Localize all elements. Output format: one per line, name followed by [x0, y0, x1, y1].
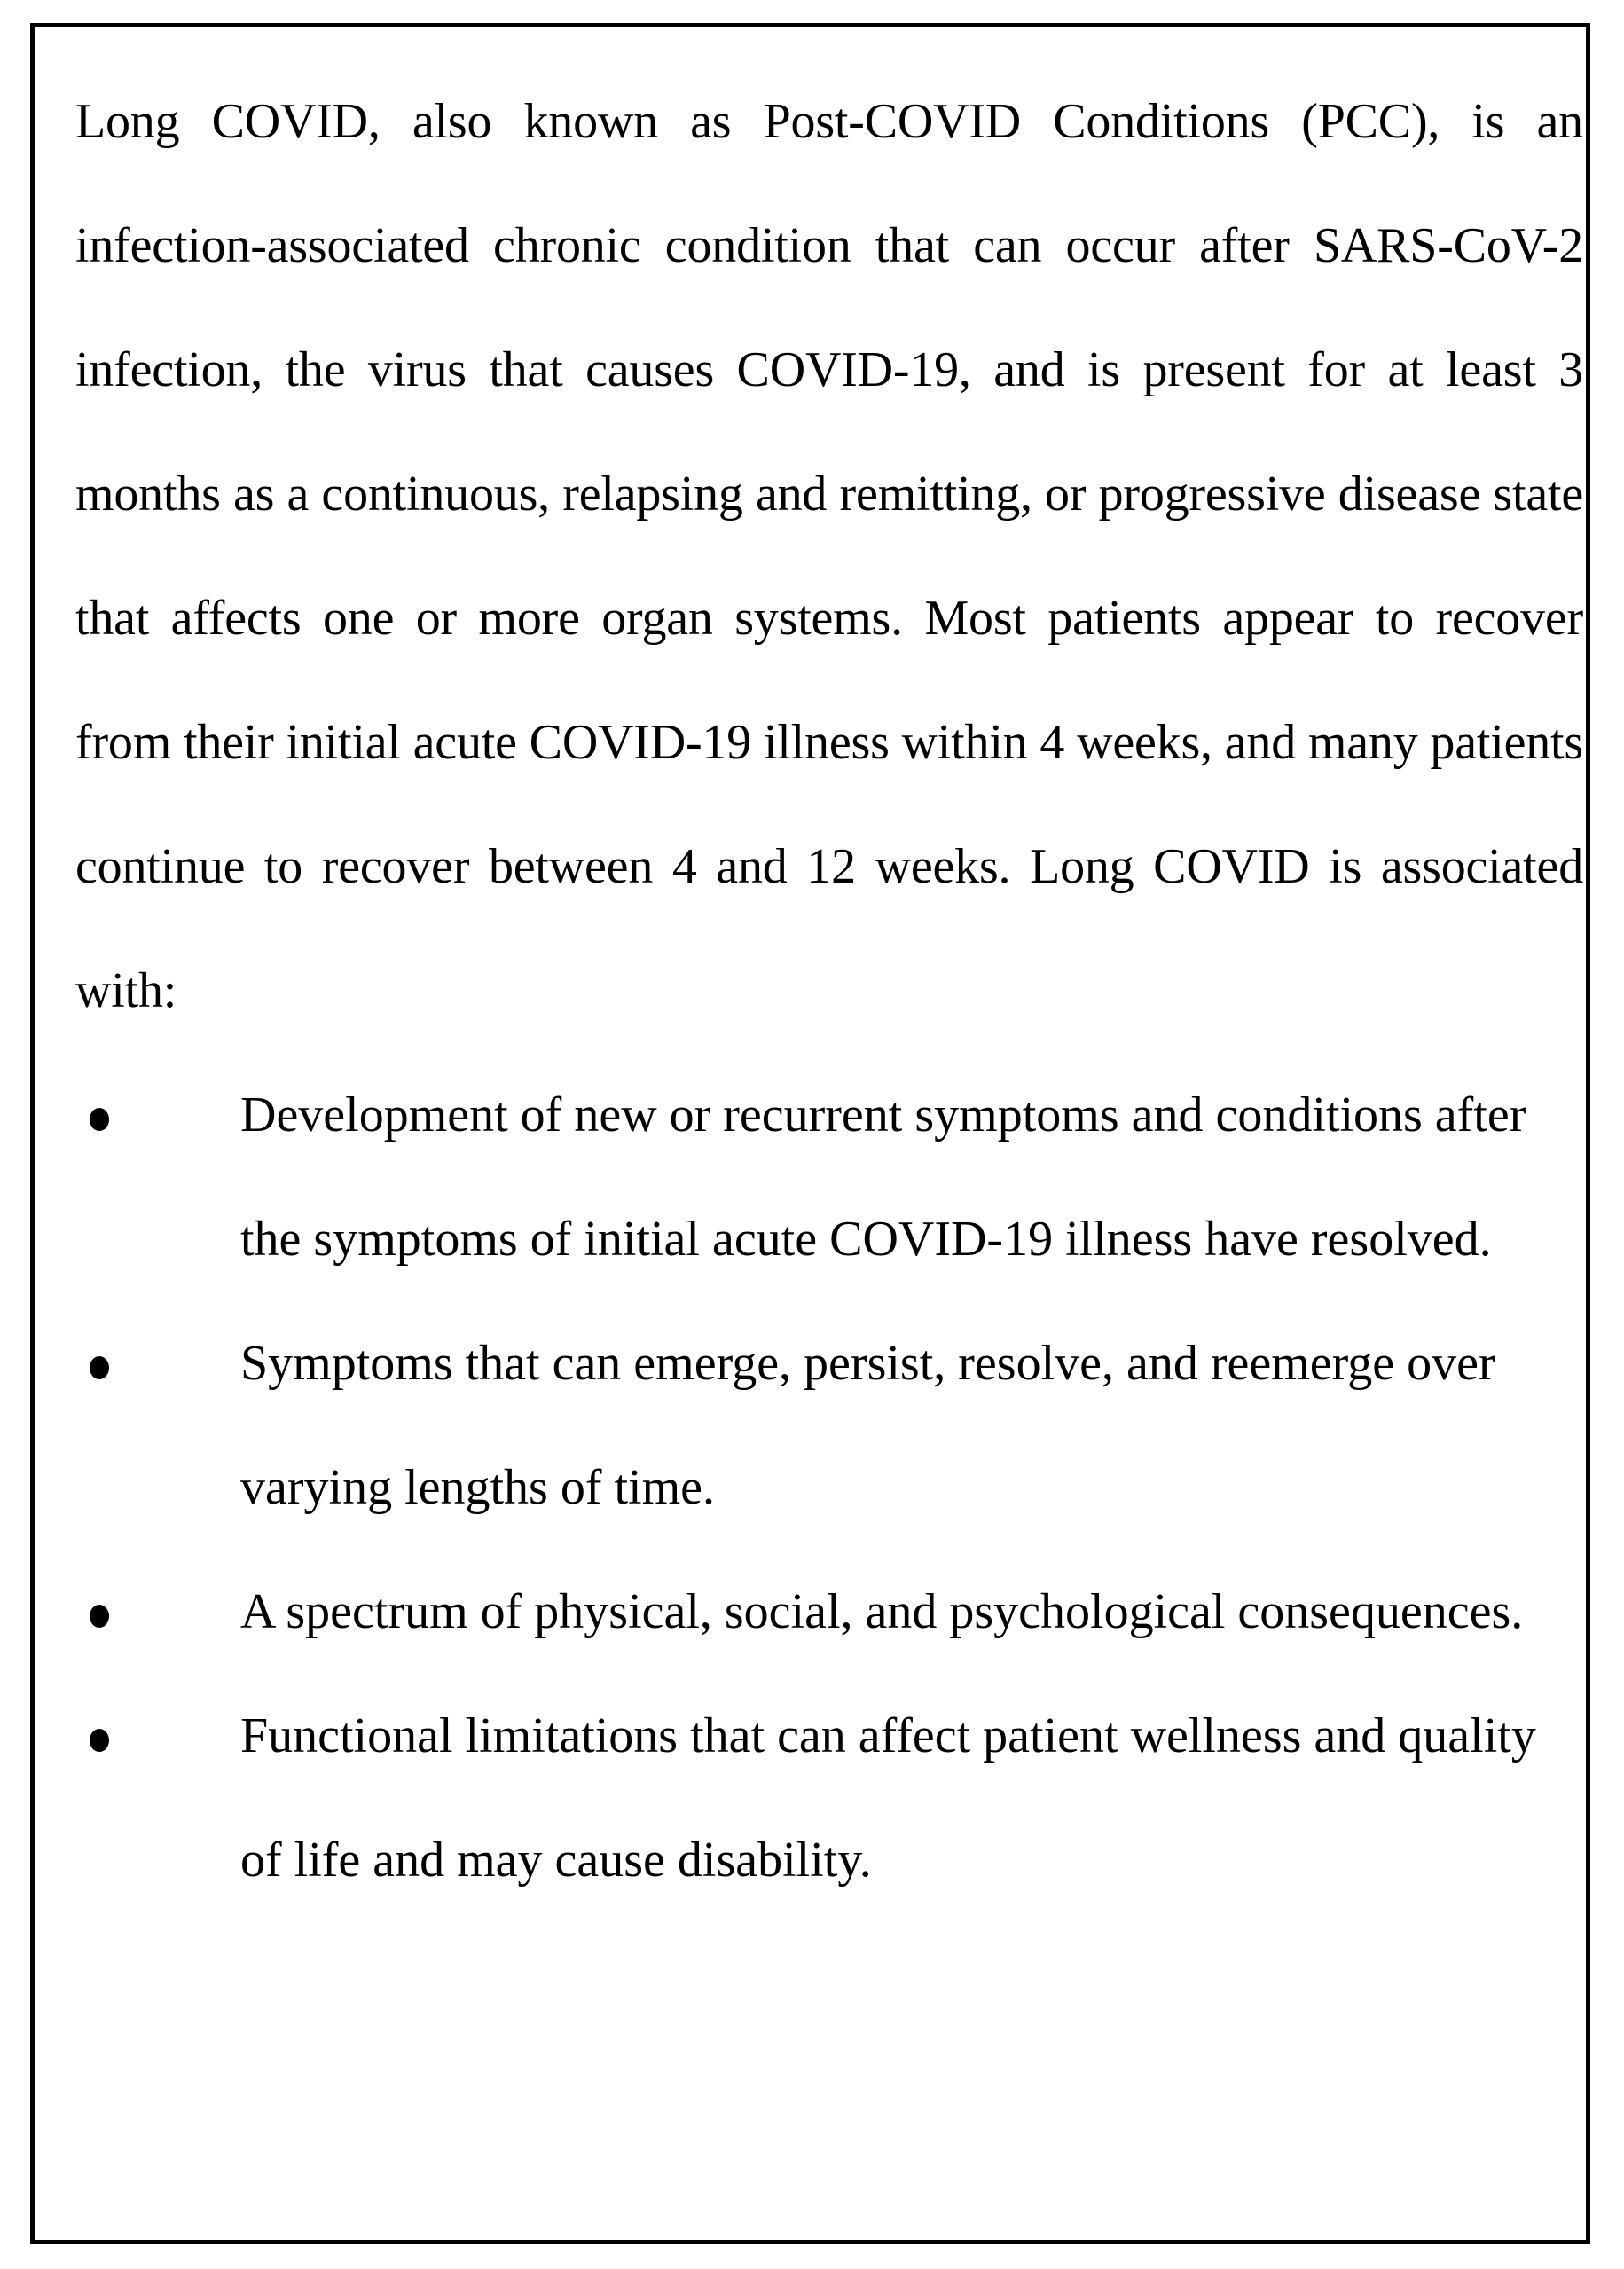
bullet-icon [90, 1605, 109, 1628]
document-content [75, 59, 1583, 1922]
bullet-icon [90, 1356, 109, 1379]
list-item [75, 1053, 1571, 1301]
list-item-text: A spectrum of physical, social, and psychological consequences. [240, 1584, 1524, 1639]
list-item-text: Symptoms that can emerge, persist, resolve, and reemerge over varying lengths of time. [240, 1336, 1495, 1515]
bullet-icon [90, 1729, 109, 1752]
list-item [75, 1550, 1571, 1674]
list-item-text: Functional limitations that can affect patient wellness and quality of life and may cause disability. [240, 1708, 1536, 1888]
document-border-box [30, 23, 1590, 2244]
associated-conditions-list [75, 1053, 1583, 1922]
list-item [75, 1674, 1571, 1922]
intro-paragraph: Long COVID, also known as Post-COVID Conditions (PCC), is an infection-associated chronic condition that can occur after SARS-CoV-2 infection, the virus that causes COVID-19, and is present for at least 3 months as a continuous, relapsing and remitting, or progressive disease state that affects one or more organ systems. Most patients appear to recover from their initial acute COVID-19 illness within 4 weeks, and many patients continue to recover between 4 and 12 weeks. Long COVID is associated with: [75, 94, 1583, 1018]
list-item [75, 1301, 1571, 1550]
list-item-text: Development of new or recurrent symptoms and conditions after the symptoms of initial acute COVID-19 illness have resolved. [240, 1087, 1526, 1267]
bullet-icon [90, 1108, 109, 1131]
